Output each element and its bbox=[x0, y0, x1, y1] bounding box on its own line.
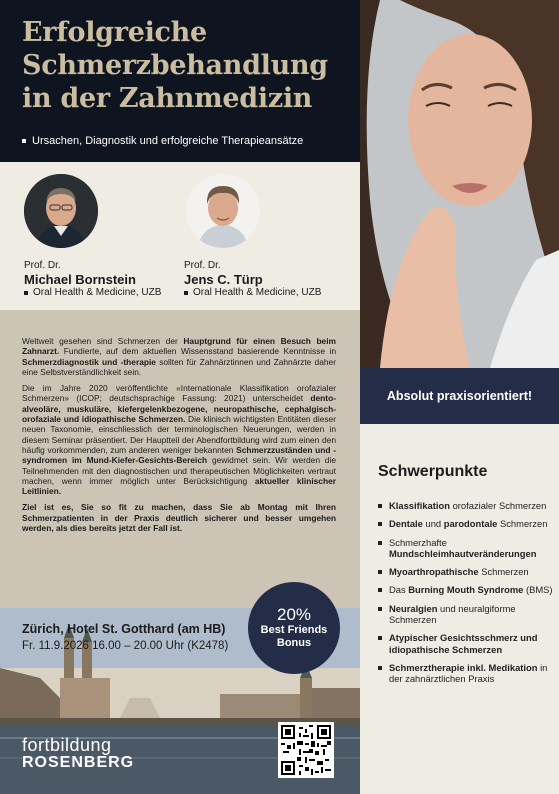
focus-item-bold: parodontale bbox=[443, 518, 498, 530]
focus-item-text: (BMS) bbox=[523, 584, 553, 596]
header-banner bbox=[0, 0, 360, 162]
bullet-square-icon bbox=[24, 291, 28, 295]
subtitle bbox=[22, 135, 303, 147]
focus-item-bold: Myoarthropathische bbox=[389, 566, 479, 578]
bullet-square-icon bbox=[378, 541, 382, 545]
speaker-1 bbox=[24, 260, 161, 299]
bonus-line-1: Best Friends bbox=[260, 624, 328, 636]
focus-title: Schwerpunkte bbox=[378, 463, 488, 480]
speaker-2-affiliation-text: Oral Health & Medicine, UZB bbox=[193, 287, 322, 298]
intro-emphasis: Schmerzdiagnostik und -therapie bbox=[22, 356, 156, 367]
bullet-square-icon bbox=[378, 522, 382, 526]
bullet-square-icon bbox=[378, 636, 382, 640]
speaker-2-affiliation bbox=[184, 287, 321, 299]
speaker-1-prefix: Prof. Dr. bbox=[24, 260, 61, 271]
list-item bbox=[378, 584, 556, 595]
bonus-badge bbox=[248, 582, 340, 674]
intro-text: Weltweit gesehen sind Schmerzen der bbox=[22, 336, 184, 346]
logo-bottom: ROSENBERG bbox=[22, 754, 135, 771]
bullet-square-icon bbox=[378, 666, 382, 670]
bullet-square-icon bbox=[378, 504, 382, 508]
focus-item-text: Schmerzen bbox=[478, 566, 529, 578]
event-date: Fr. 11.9.2026 16.00 – 20.00 Uhr (K2478) bbox=[22, 640, 229, 652]
list-item bbox=[378, 537, 556, 560]
speaker-photo-bornstein bbox=[24, 174, 98, 248]
focus-item-text: Schmerzhafte bbox=[389, 536, 447, 548]
bullet-square-icon bbox=[378, 570, 382, 574]
subtitle-text: Ursachen, Diagnostik und erfolgreiche Therapieansätze bbox=[32, 135, 304, 147]
intro-emphasis: Schmerzzuständen und -syndromen im Mund-Kiefer-Gesichts-Bereich bbox=[22, 444, 336, 466]
logo-top: fortbildung bbox=[22, 735, 112, 755]
intro-paragraph-1 bbox=[22, 336, 336, 377]
focus-item-bold: Mundschleimhautveränderungen bbox=[389, 547, 537, 559]
focus-item-bold: Dentale bbox=[389, 518, 423, 530]
speakers-section bbox=[0, 162, 360, 310]
intro-emphasis: dento-alveoläre, muskuläre, kiefergelenkbezogene, neuropathische, cephalgisch-orofaziale und idiopathische Schmerzen. bbox=[22, 393, 336, 425]
intro-paragraph-3: Ziel ist es, Sie so fit zu machen, dass Sie ab Montag mit Ihren Schmerzpatienten in der Praxis deutlich sicherer und besser umgehen werden, als dies bereits jetzt der Fall ist. bbox=[22, 502, 336, 534]
speaker-2-name: Jens C. Türp bbox=[184, 272, 263, 287]
qr-code[interactable] bbox=[278, 722, 334, 778]
focus-item-text: Das bbox=[389, 584, 409, 596]
bonus-line-2: Bonus bbox=[276, 637, 312, 649]
speaker-2-prefix: Prof. Dr. bbox=[184, 260, 221, 271]
hero-photo-toothache bbox=[360, 0, 559, 368]
focus-item-bold: Burning Mouth Syndrome bbox=[408, 584, 524, 596]
intro-paragraph-2 bbox=[22, 383, 336, 496]
bullet-square-icon bbox=[184, 291, 188, 295]
focus-item-text: und bbox=[422, 518, 444, 530]
list-item bbox=[378, 566, 556, 577]
bullet-square-icon bbox=[22, 139, 26, 143]
focus-item-text: und neuralgiforme Schmerzen bbox=[389, 602, 516, 626]
list-item bbox=[378, 603, 556, 626]
intro-text: sollten für Zahnärztinnen und Zahnärzte daher eine Selbstverständlichkeit sein. bbox=[22, 356, 336, 377]
practice-badge: Absolut praxisorientiert! bbox=[360, 368, 559, 424]
focus-item-bold: Atypischer Gesichtsschmerz und idiopathische Schmerzen bbox=[389, 632, 538, 655]
speaker-2 bbox=[184, 260, 321, 299]
focus-list bbox=[378, 500, 556, 692]
logo bbox=[22, 736, 134, 771]
intro-emphasis: aktueller klinischer Leitlinien. bbox=[22, 475, 336, 497]
focus-item-bold: Klassifikation bbox=[389, 500, 450, 511]
bullet-square-icon bbox=[378, 588, 382, 592]
intro-text: Die im Jahre 2020 veröffentlichte «Internationale Klassifikation orofazialer Schmerzen» (ICOP; deutschsprachige Fassung: 2021) unterscheidet bbox=[22, 383, 336, 404]
focus-item-bold: Schmerztherapie inkl. Medikation bbox=[389, 661, 538, 673]
speaker-photo-tuerp bbox=[186, 174, 260, 248]
page-title: Erfolgreiche Schmerzbehandlung in der Zahnmedizin bbox=[22, 17, 328, 114]
focus-item-text: in der zahnärztlichen Praxis bbox=[389, 661, 548, 685]
list-item bbox=[378, 662, 556, 685]
list-item bbox=[378, 632, 556, 655]
intro-emphasis: Hauptgrund für einen Besuch beim Zahnarzt. bbox=[22, 336, 336, 357]
bonus-percent: 20% bbox=[276, 605, 312, 624]
speaker-1-affiliation bbox=[24, 287, 161, 299]
speaker-1-affiliation-text: Oral Health & Medicine, UZB bbox=[33, 287, 162, 298]
intro-text: gewidmet sein. Wir werden die Teilnehmenden mit den diagnostischen und therapeutischen Möglichkeiten vertraut machen, wenn immer möglich unter Berücksichtigung bbox=[22, 455, 336, 486]
bullet-square-icon bbox=[378, 607, 382, 611]
focus-item-text: orofazialer Schmerzen bbox=[449, 500, 547, 511]
list-item bbox=[378, 518, 556, 529]
focus-item-bold: Neuralgien bbox=[389, 602, 438, 614]
speaker-1-name: Michael Bornstein bbox=[24, 272, 136, 287]
list-item bbox=[378, 500, 556, 511]
intro-text: Die klinisch wichtigsten Entitäten dieser neuen Taxonomie, einschliesslich der terminologischen Neuerungen, werden in diesem Seminar präsentiert. Der Hauptteil der Abendfortbildung wird zum einen den häufig vorkommenden, zum anderen weniger bekannten bbox=[22, 414, 336, 455]
intro-text: Fundierte, auf dem aktuellen Wissensstand basierende Kenntnisse in bbox=[59, 346, 336, 357]
event-location: Zürich, Hotel St. Gotthard (am HB) bbox=[22, 622, 226, 636]
intro-text-block bbox=[0, 310, 360, 608]
focus-item-text: Schmerzen bbox=[497, 518, 548, 530]
